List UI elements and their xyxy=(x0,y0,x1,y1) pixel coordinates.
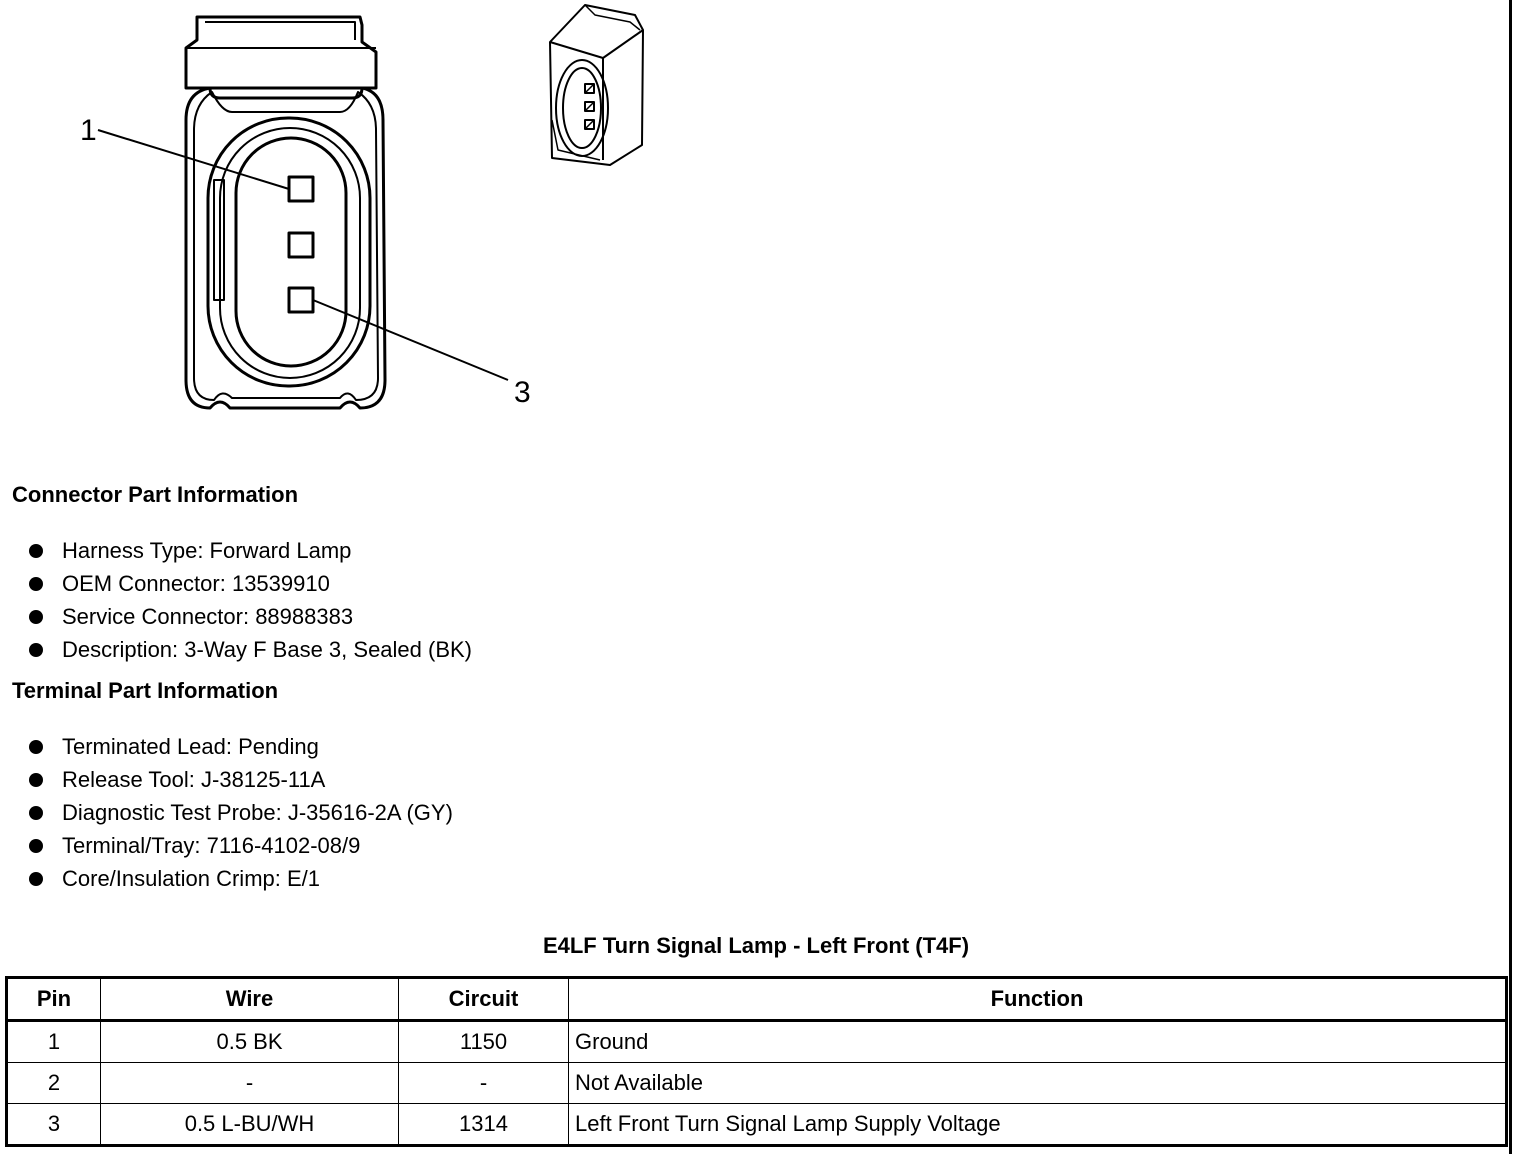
list-item xyxy=(0,829,453,862)
circuit-cell: - xyxy=(399,1063,569,1104)
list-item xyxy=(0,862,453,895)
list-item-text: Diagnostic Test Probe: J-35616-2A (GY) xyxy=(62,800,453,825)
list-item xyxy=(0,763,453,796)
bullet-icon xyxy=(29,872,43,886)
list-item xyxy=(0,796,453,829)
terminal-info-list xyxy=(0,730,453,895)
connector-isometric-view xyxy=(540,0,650,170)
wire-cell: - xyxy=(101,1063,399,1104)
connector-info-list xyxy=(0,534,472,666)
bullet-icon xyxy=(29,839,43,853)
pin-cell: 2 xyxy=(7,1063,101,1104)
connector-face-diagram xyxy=(60,5,540,415)
bullet-icon xyxy=(29,610,43,624)
page-right-border xyxy=(1509,0,1512,1154)
connector-info-heading: Connector Part Information xyxy=(12,482,299,507)
list-item-text: Description: 3-Way F Base 3, Sealed (BK) xyxy=(62,637,473,662)
function-cell: Not Available xyxy=(569,1063,1507,1104)
column-header-function: Function xyxy=(569,978,1507,1021)
pin-cell: 3 xyxy=(7,1104,101,1146)
list-item-text: OEM Connector: 13539910 xyxy=(62,571,330,596)
bullet-icon xyxy=(29,577,43,591)
list-item xyxy=(0,600,472,633)
pin-out-table xyxy=(5,976,1508,1147)
bullet-icon xyxy=(29,643,43,657)
list-item xyxy=(0,633,472,666)
table-title: E4LF Turn Signal Lamp - Left Front (T4F) xyxy=(542,933,970,958)
column-header-circuit: Circuit xyxy=(399,978,569,1021)
function-cell: Ground xyxy=(569,1021,1507,1063)
table-header-row xyxy=(7,978,1507,1021)
bullet-icon xyxy=(29,806,43,820)
column-header-pin: Pin xyxy=(7,978,101,1021)
callout-label-1: 1 xyxy=(80,114,97,147)
table-row xyxy=(7,1021,1507,1063)
bullet-icon xyxy=(29,544,43,558)
list-item-text: Release Tool: J-38125-11A xyxy=(62,767,326,792)
table-row xyxy=(7,1104,1507,1146)
wire-cell: 0.5 BK xyxy=(101,1021,399,1063)
bullet-icon xyxy=(29,740,43,754)
terminal-info-heading: Terminal Part Information xyxy=(12,678,279,703)
callout-label-3: 3 xyxy=(514,376,531,409)
bullet-icon xyxy=(29,773,43,787)
table-row xyxy=(7,1063,1507,1104)
list-item-text: Core/Insulation Crimp: E/1 xyxy=(62,866,320,891)
pin-cell: 1 xyxy=(7,1021,101,1063)
list-item xyxy=(0,534,472,567)
list-item-text: Harness Type: Forward Lamp xyxy=(62,538,352,563)
list-item-text: Terminated Lead: Pending xyxy=(62,734,319,759)
list-item xyxy=(0,567,472,600)
list-item-text: Service Connector: 88988383 xyxy=(62,604,354,629)
column-header-wire: Wire xyxy=(101,978,399,1021)
list-item-text: Terminal/Tray: 7116-4102-08/9 xyxy=(62,833,361,858)
function-cell: Left Front Turn Signal Lamp Supply Voltage xyxy=(569,1104,1507,1146)
circuit-cell: 1150 xyxy=(399,1021,569,1063)
wire-cell: 0.5 L-BU/WH xyxy=(101,1104,399,1146)
circuit-cell: 1314 xyxy=(399,1104,569,1146)
list-item xyxy=(0,730,453,763)
